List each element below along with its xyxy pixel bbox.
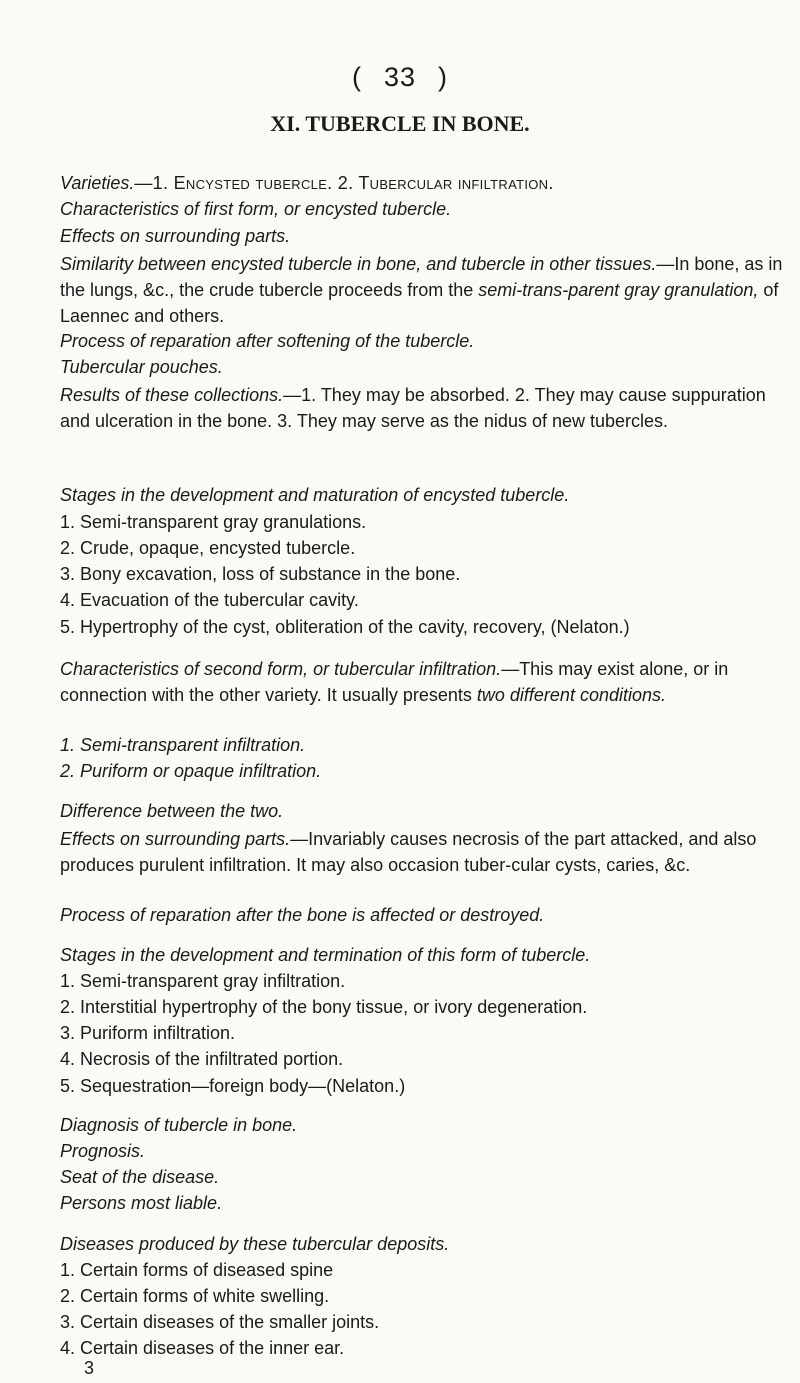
varieties-label: Varieties. [60,173,135,193]
similarity-paragraph [60,251,790,329]
stages-first-item: 1. Semi-transparent gray granulations. [60,512,367,532]
stages-first-item: 2. Crude, opaque, encysted tubercle. [60,538,356,558]
second-form-item: 2. Puriform or opaque infiltration. [60,761,322,781]
results-label: Results of these collections. [60,385,284,405]
first-form-characteristics: Characteristics of first form, or encysted tubercle. [60,199,452,219]
similarity-italic: semi-trans-parent gray granulation, [478,280,759,300]
varieties-line [60,172,554,194]
seat-heading: Seat of the disease. [60,1167,220,1187]
diseases-item: 2. Certain forms of white swelling. [60,1286,330,1306]
second-form-label: Characteristics of second form, or tubercular infiltration. [60,659,502,679]
stages-first-item: 4. Evacuation of the tubercular cavity. [60,590,359,610]
second-form-text: —This may exist alone, or in connection with the other variety. It usually presents [60,659,729,705]
page-number-close: ) [438,62,449,92]
stages-second-item: 4. Necrosis of the infiltrated portion. [60,1049,344,1069]
reparation2-heading: Process of reparation after the bone is affected or destroyed. [60,905,545,925]
prognosis-heading: Prognosis. [60,1141,146,1161]
persons-heading: Persons most liable. [60,1193,223,1213]
stages-second-item: 5. Sequestration—foreign body—(Nelaton.) [60,1076,406,1096]
varieties-text: —1. Encysted tubercle. 2. Tubercular infiltration. [134,173,554,193]
similarity-end: of Laennec and others. [60,280,779,326]
results-text: —1. They may be absorbed. 2. They may cause suppuration and ulceration in the bone. 3. They may serve as the nidus of new tubercles. [60,385,766,431]
stages-first-item: 5. Hypertrophy of the cyst, obliteration of the cavity, recovery, (Nelaton.) [60,617,630,637]
similarity-text: —In bone, as in the lungs, &c., the crude tubercle proceeds from the [60,254,783,300]
first-form-reparation: Process of reparation after softening of the tubercle. [60,331,475,351]
second-form-italic: two different conditions. [476,685,666,705]
similarity-label: Similarity between encysted tubercle in bone, and tubercle in other tissues. [60,254,657,274]
stages-first-heading: Stages in the development and maturation of encysted tubercle. [60,485,570,505]
second-form-item: 1. Semi-transparent infiltration. [60,735,306,755]
difference-heading: Difference between the two. [60,801,284,821]
results-paragraph [60,382,790,434]
stages-second-item: 3. Puriform infiltration. [60,1023,236,1043]
diseases-heading: Diseases produced by these tubercular deposits. [60,1234,450,1254]
page-number-open: ( [351,62,362,92]
stages-second-heading: Stages in the development and termination of this form of tubercle. [60,945,591,965]
diseases-item: 3. Certain diseases of the smaller joints. [60,1312,380,1332]
effects2-label: Effects on surrounding parts. [60,829,291,849]
stages-first-item: 3. Bony excavation, loss of substance in the bone. [60,564,461,584]
diseases-item: 1. Certain forms of diseased spine [60,1260,334,1280]
stages-second-item: 2. Interstitial hypertrophy of the bony tissue, or ivory degeneration. [60,997,588,1017]
second-form-paragraph [60,656,790,708]
effects2-paragraph [60,826,790,878]
diseases-item: 4. Certain diseases of the inner ear. [60,1338,345,1358]
effects2-text: —Invariably causes necrosis of the part attacked, and also produces purulent infiltration. It may also occasion tuber-cular cysts, caries, &c. [60,829,757,875]
diagnosis-heading: Diagnosis of tubercle in bone. [60,1115,298,1135]
page-number [0,62,800,93]
page-number-value: 33 [383,62,417,92]
signature-mark: 3 [84,1358,95,1378]
first-form-effects: Effects on surrounding parts. [60,226,291,246]
stages-second-item: 1. Semi-transparent gray infiltration. [60,971,346,991]
chapter-title: XI. TUBERCLE IN BONE. [270,111,530,136]
tubercular-pouches: Tubercular pouches. [60,357,223,377]
